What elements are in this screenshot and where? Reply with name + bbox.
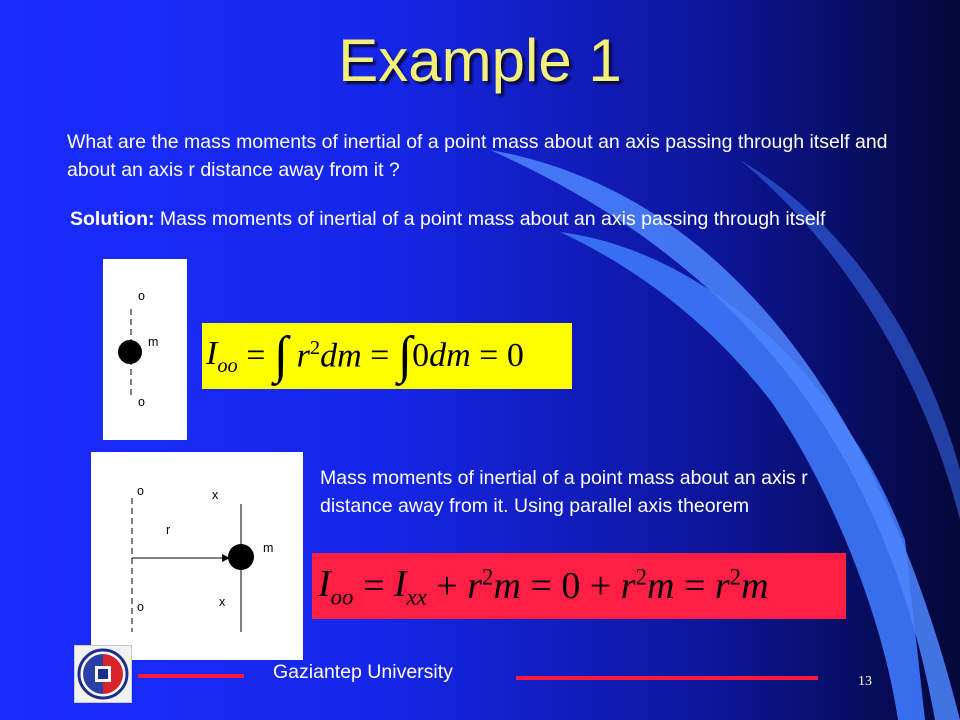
question-text: What are the mass moments of inertial of a point mass about an axis passing through itself and about an axis r distance away from it ? <box>67 131 888 181</box>
formula-parallel-axis: $I_{oo}$ = $I_{xx}$ + $r^2m$ = 0 + $r^2m$ = $r^2m$ <box>312 553 846 619</box>
slide-title: Example 1 <box>338 27 622 94</box>
footer-line-left <box>138 674 244 678</box>
footer-university: Gaziantep University <box>273 661 453 683</box>
axis-label-bottom-o: o <box>138 395 145 409</box>
solution-text <box>70 205 906 233</box>
solution-label: Solution: <box>70 208 155 230</box>
axis-oo-drawing <box>103 259 187 440</box>
page-number: 13 <box>858 674 872 689</box>
mass-label: m <box>148 335 159 349</box>
solution-body: Mass moments of inertial of a point mass about an axis passing through itself <box>159 208 826 230</box>
axis-label-bottom-x: x <box>219 595 226 609</box>
axis-label-bottom-o: o <box>137 600 144 614</box>
parallel-axis-diagram <box>91 452 303 660</box>
university-seal-icon <box>75 646 131 702</box>
footer-line-right <box>516 676 818 680</box>
axis-label-top-x: x <box>212 488 219 502</box>
university-logo <box>74 645 132 703</box>
mass-label: m <box>263 541 274 555</box>
parallel-axis-text: Mass moments of inertial of a point mass about an axis r distance away from it. Using parallel axis theorem <box>320 467 808 517</box>
parallel-axes-drawing <box>91 452 303 660</box>
distance-label-r: r <box>166 523 171 537</box>
point-mass-diagram <box>103 259 187 440</box>
axis-label-top-o: o <box>137 484 144 498</box>
formula-point-axis: $I_{oo}$ = ∫ $r^2dm$ = ∫ 0dm = 0 <box>202 323 572 389</box>
axis-label-top-o: o <box>138 289 145 303</box>
